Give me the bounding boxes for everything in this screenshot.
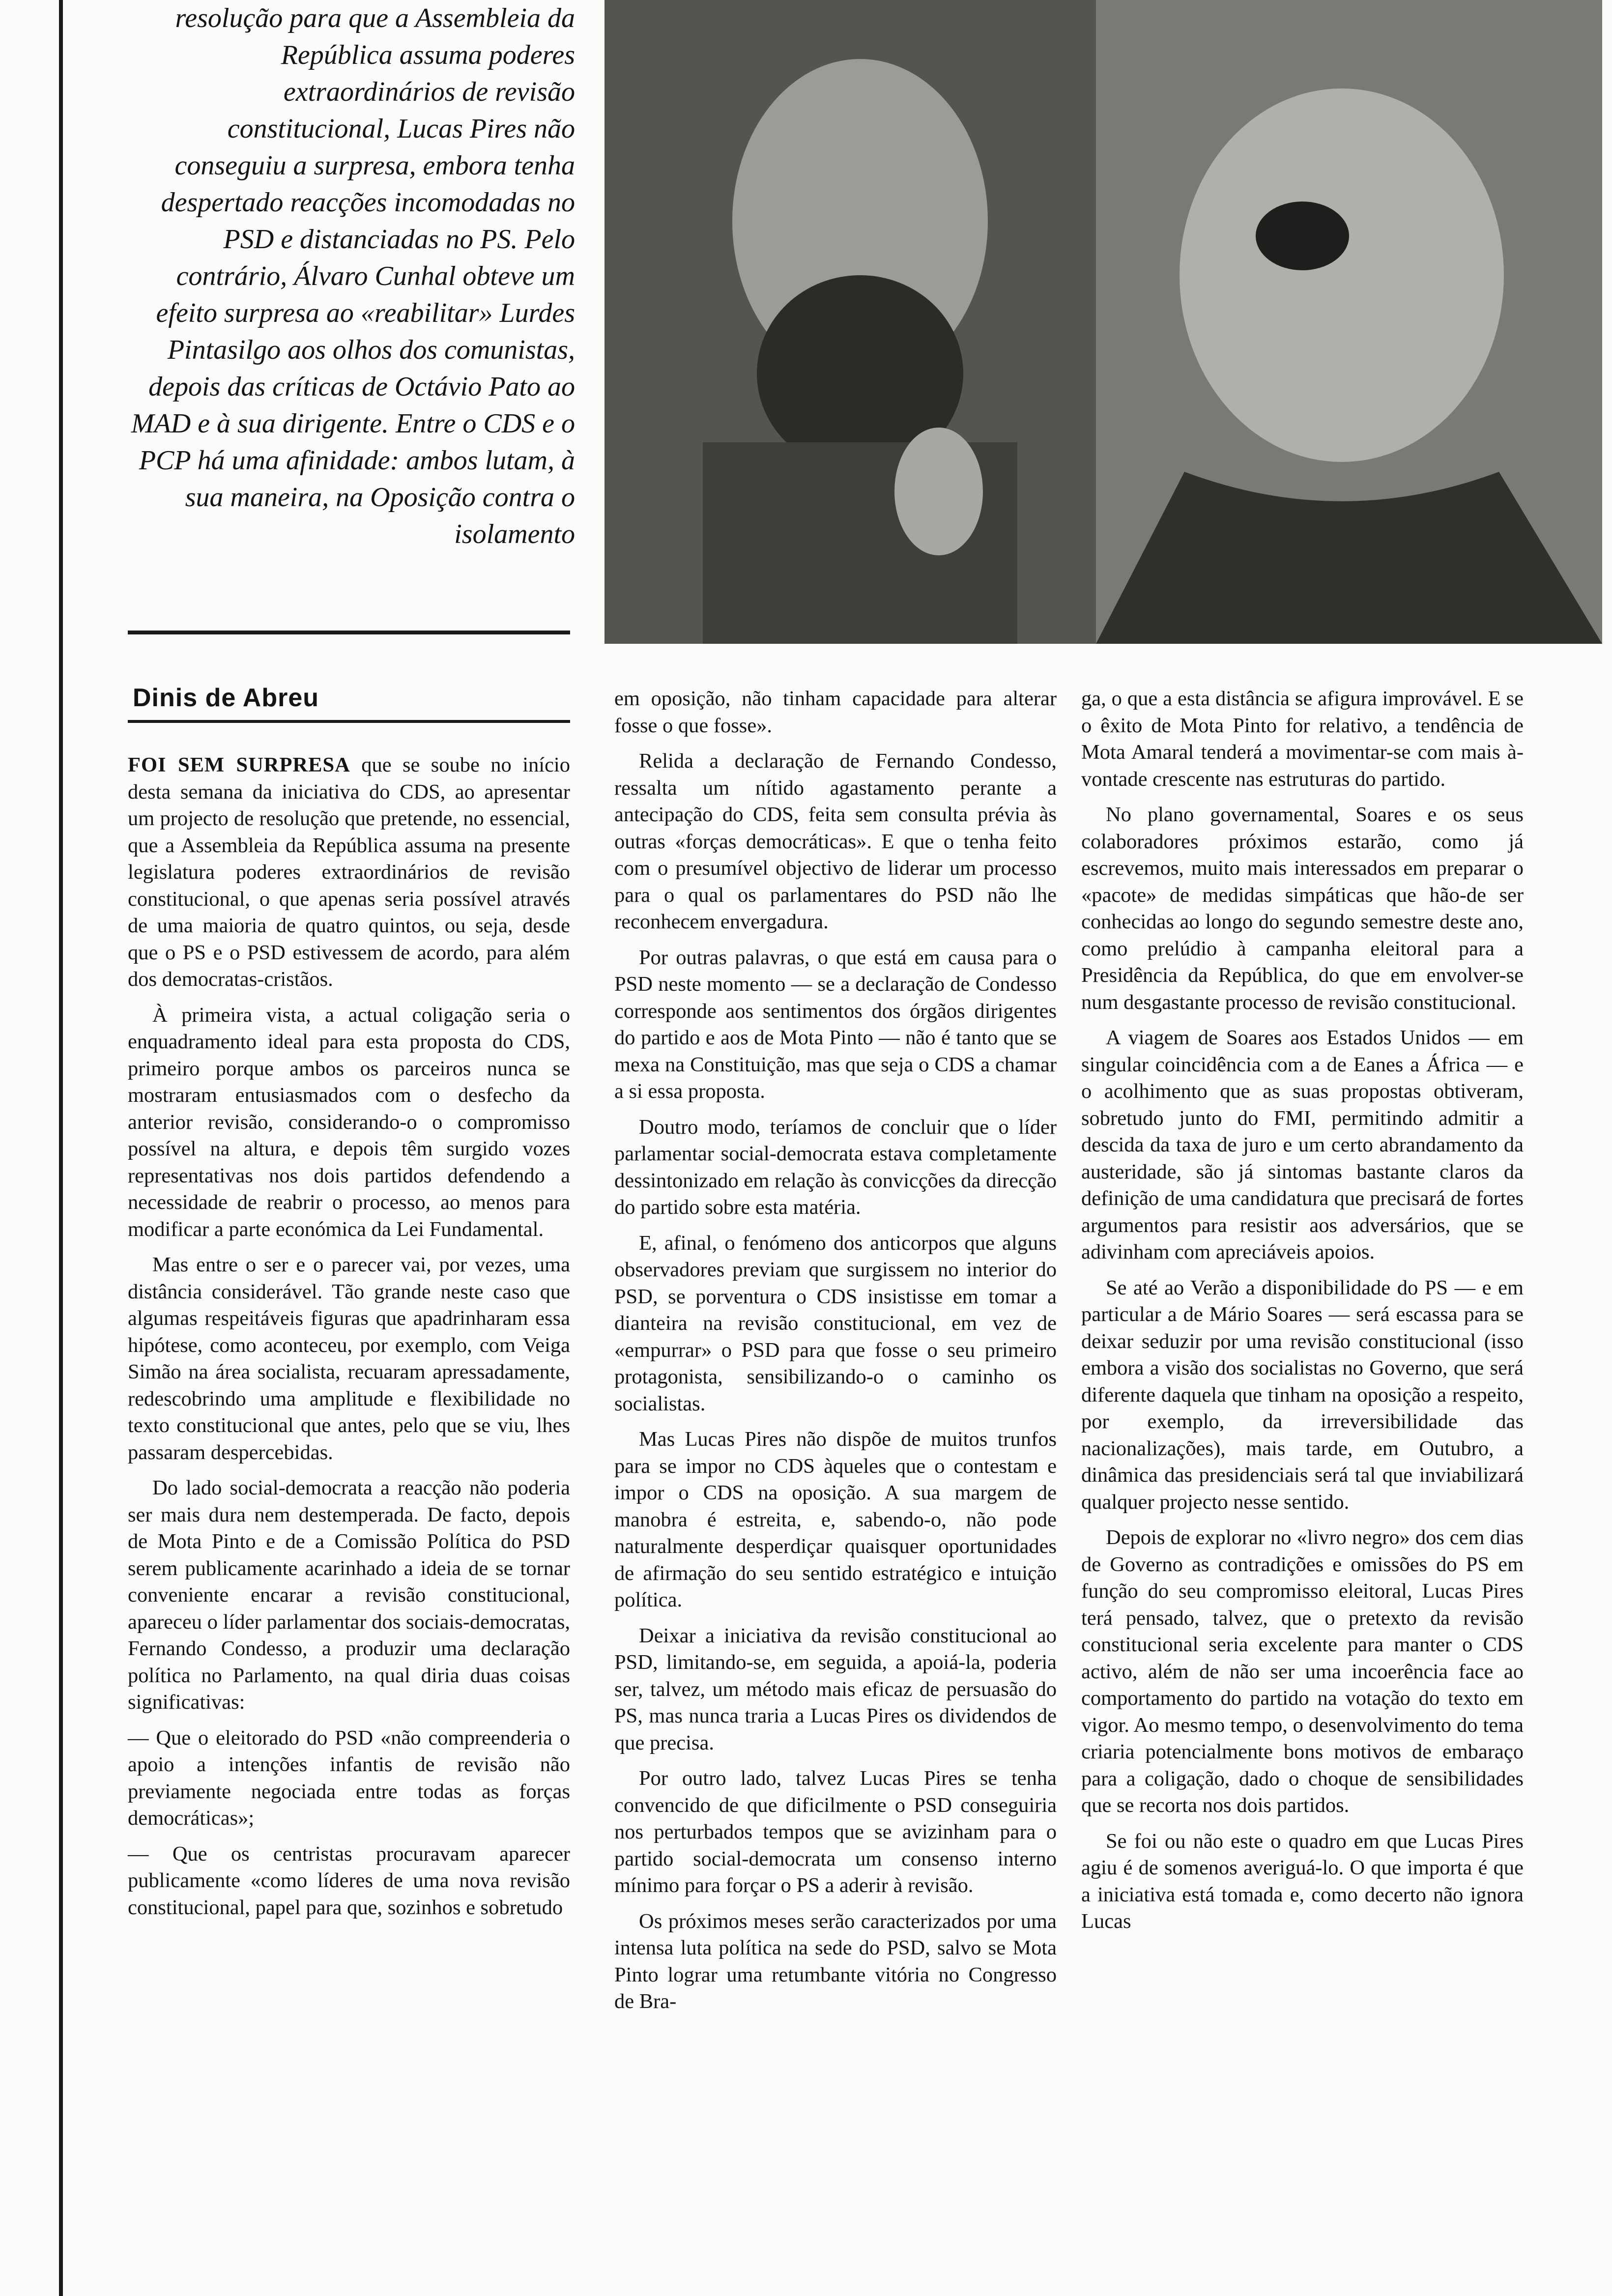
paragraph: Relida a declaração de Fernando Condesso, ressalta um nítido agastamento perante a antecipação do CDS, feita sem consulta prévia às outras «forças democráticas». E que o tenha feito com o presumível objectivo de liderar um processo para o qual os parlamentares do PSD não lhe reconhecem envergadura. bbox=[614, 749, 1057, 933]
paragraph: em oposição, não tinham capacidade para alterar fosse o que fosse». bbox=[614, 687, 1057, 737]
paragraph: Deixar a iniciativa da revisão constitucional ao PSD, limitando-se, em seguida, a apoiá-la, poderia ser, talvez, um método mais eficaz de persuasão do PS, mas nunca traria a Lucas Pires os dividendos de que precisa. bbox=[614, 1624, 1057, 1754]
paragraph bbox=[128, 752, 570, 993]
deck-divider bbox=[128, 631, 570, 634]
paragraph: No plano governamental, Soares e os seus colaboradores próximos estarão, como já escrevemos, muito mais interessados em preparar o «pacote» de medidas simpáticas que hão-de ser conhecidas ao longo do segundo semestre deste ano, como prelúdio à campanha eleitoral para a Presidência da República, do que em envolver-se num desgastante processo de revisão constitucional. bbox=[1081, 803, 1524, 1014]
article-photo bbox=[604, 0, 1602, 644]
paragraph: Doutro modo, teríamos de concluir que o líder parlamentar social-democrata estava completamente dessintonizado em relação às convicções da direcção do partido sobre esta matéria. bbox=[614, 1115, 1057, 1219]
paragraph: À primeira vista, a actual coligação seria o enquadramento ideal para esta proposta do CDS, primeiro porque ambos os parceiros nunca se mostraram entusiasmados com o desfecho da anterior revisão, considerando-o o compromisso possível na altura, e depois têm surgido vozes representativas nos dois partidos defendendo a necessidade de reabrir o processo, ao menos para modificar a parte económica da Lei Fundamental. bbox=[128, 1003, 570, 1241]
paragraph: A viagem de Soares aos Estados Unidos — em singular coincidência com a de Eanes a África — e o acolhimento que as suas propostas obtiveram, sobretudo junto do FMI, permitindo admitir a descida da taxa de juro e um certo abrandamento da austeridade, são já sintomas bastante claros da definição de uma candidatura que precisará de fortes argumentos para resistir aos adversários, que se adivinham com apreciáveis apoios. bbox=[1081, 1026, 1524, 1263]
article-column-3 bbox=[1081, 686, 1524, 1935]
paragraph: Do lado social-democrata a reacção não poderia ser mais dura nem destemperada. De facto, depois de Mota Pinto e de a Comissão Política do PSD serem publicamente acarinhado a ideia de se tornar conveniente encarar a revisão constitucional, apareceu o líder parlamentar dos sociais-democratas, Fernando Condesso, a produzir uma declaração política no Parlamento, na qual diria duas coisas significativas: bbox=[128, 1476, 570, 1714]
article-deck: resolução para que a Assembleia da República assuma poderes extraordinários de revisão constitucional, Lucas Pires não conseguiu a surpresa, embora tenha despertado reacções incomodadas no PSD e distanciadas no PS. Pelo contrário, Álvaro Cunhal obteve um efeito surpresa ao «reabilitar» Lurdes Pintasilgo aos olhos dos comunistas, depois das críticas de Octávio Pato ao MAD e à sua dirigente. Entre o CDS e o PCP há uma afinidade: ambos lutam, à sua maneira, na Oposição contra o isolamento bbox=[131, 3, 575, 549]
paragraph: Se até ao Verão a disponibilidade do PS — e em particular a de Mário Soares — será escassa para se deixar seduzir por uma revisão constitucional (isso embora a visão dos socialistas no Governo, que será diferente daquela que tinham na oposição a respeito, por exemplo, da irreversibilidade das nacionalizações), mais tarde, em Outubro, a dinâmica das presidenciais será tal que inviabilizará qualquer projecto nesse sentido. bbox=[1081, 1276, 1524, 1514]
paragraph: Se foi ou não este o quadro em que Lucas Pires agiu é de somenos averiguá-lo. O que importa é que a iniciativa está tomada e, como decerto não ignora Lucas bbox=[1081, 1829, 1524, 1933]
article-column-2 bbox=[614, 686, 1057, 2015]
article-column-1 bbox=[128, 752, 570, 1921]
paragraph: Mas Lucas Pires não dispõe de muitos trunfos para se impor no CDS àqueles que o contestam e impor o CDS na oposição. A sua margem de manobra é estreita, e, sabendo-o, não pode naturalmente desperdiçar quaisquer oportunidades de afirmação do seu sentido estratégico e intuição política. bbox=[614, 1428, 1057, 1611]
byline-divider bbox=[128, 720, 570, 723]
paragraph: Por outras palavras, o que está em causa para o PSD neste momento — se a declaração de Condesso corresponde aos sentimentos dos órgãos dirigentes do partido e aos de Mota Pinto — não é tanto que se mexa na Constituição, mas que seja o CDS a chamar a si essa proposta. bbox=[614, 946, 1057, 1103]
paragraph: Depois de explorar no «livro negro» dos cem dias de Governo as contradições e omissões do PS em função do seu compromisso eleitoral, Lucas Pires terá pensado, talvez, que o pretexto da revisão constitucional seria excelente para manter o CDS activo, além de não ser uma incoerência face ao comportamento do partido na votação do texto em vigor. Ao mesmo tempo, o desenvolvimento do tema criaria potencialmente bons motivos de embaraço para a coligação, dado o choque de sensibilidades que se recorta nos dois partidos. bbox=[1081, 1526, 1524, 1817]
paragraph: Mas entre o ser e o parecer vai, por vezes, uma distância considerável. Tão grande neste caso que algumas respeitáveis figuras que apadrinharam essa hipótese, como aconteceu, por exemplo, com Veiga Simão na área socialista, recuaram apressadamente, redescobrindo uma amplitude e flexibilidade no texto constitucional que antes, pelo que se viu, lhes passaram despercebidas. bbox=[128, 1253, 570, 1464]
byline: Dinis de Abreu bbox=[133, 684, 319, 712]
paragraph: E, afinal, o fenómeno dos anticorpos que alguns observadores previam que surgissem no interior do PSD, se porventura o CDS insistisse em tomar a dianteira na revisão constitucional, em vez de «empurrar» o PSD para que fosse o seu primeiro protagonista, sensibilizando-o o caminho os socialistas. bbox=[614, 1231, 1057, 1415]
paragraph: — Que os centristas procuravam aparecer publicamente «como líderes de uma nova revisão constitucional, papel para que, sozinhos e sobretudo bbox=[128, 1842, 570, 1919]
paragraph-text: que se soube no início desta semana da iniciativa do CDS, ao apresentar um projecto de resolução que pretende, no essencial, que a Assembleia da República assuma na presente legislatura poderes extraordinários de revisão constitucional, o que apenas seria possível através de uma maioria de quatro quintos, ou seja, desde que o PS e o PSD estivessem de acordo, para além dos democratas-cristãos. bbox=[128, 753, 570, 991]
paragraph: Os próximos meses serão caracterizados por uma intensa luta política na sede do PSD, salvo se Mota Pinto lograr uma retumbante vitória no Congresso de Bra- bbox=[614, 1909, 1057, 2013]
margin-rule bbox=[59, 0, 63, 2296]
paragraph: Por outro lado, talvez Lucas Pires se tenha convencido de que dificilmente o PSD conseguiria nos perturbados tempos que se avizinham para o partido social-democrata um consenso interno mínimo para forçar o PS a aderir à revisão. bbox=[614, 1767, 1057, 1897]
paragraph: — Que o eleitorado do PSD «não compreenderia o apoio a intenções infantis de revisão não previamente negociada entre todas as forças democráticas»; bbox=[128, 1726, 570, 1830]
lead-in: FOI SEM SURPRESA bbox=[128, 753, 350, 776]
paragraph: ga, o que a esta distância se afigura improvável. E se o êxito de Mota Pinto for relativo, a tendência de Mota Amaral tenderá a movimentar-se com mais à-vontade crescente nas estruturas do partido. bbox=[1081, 687, 1524, 791]
